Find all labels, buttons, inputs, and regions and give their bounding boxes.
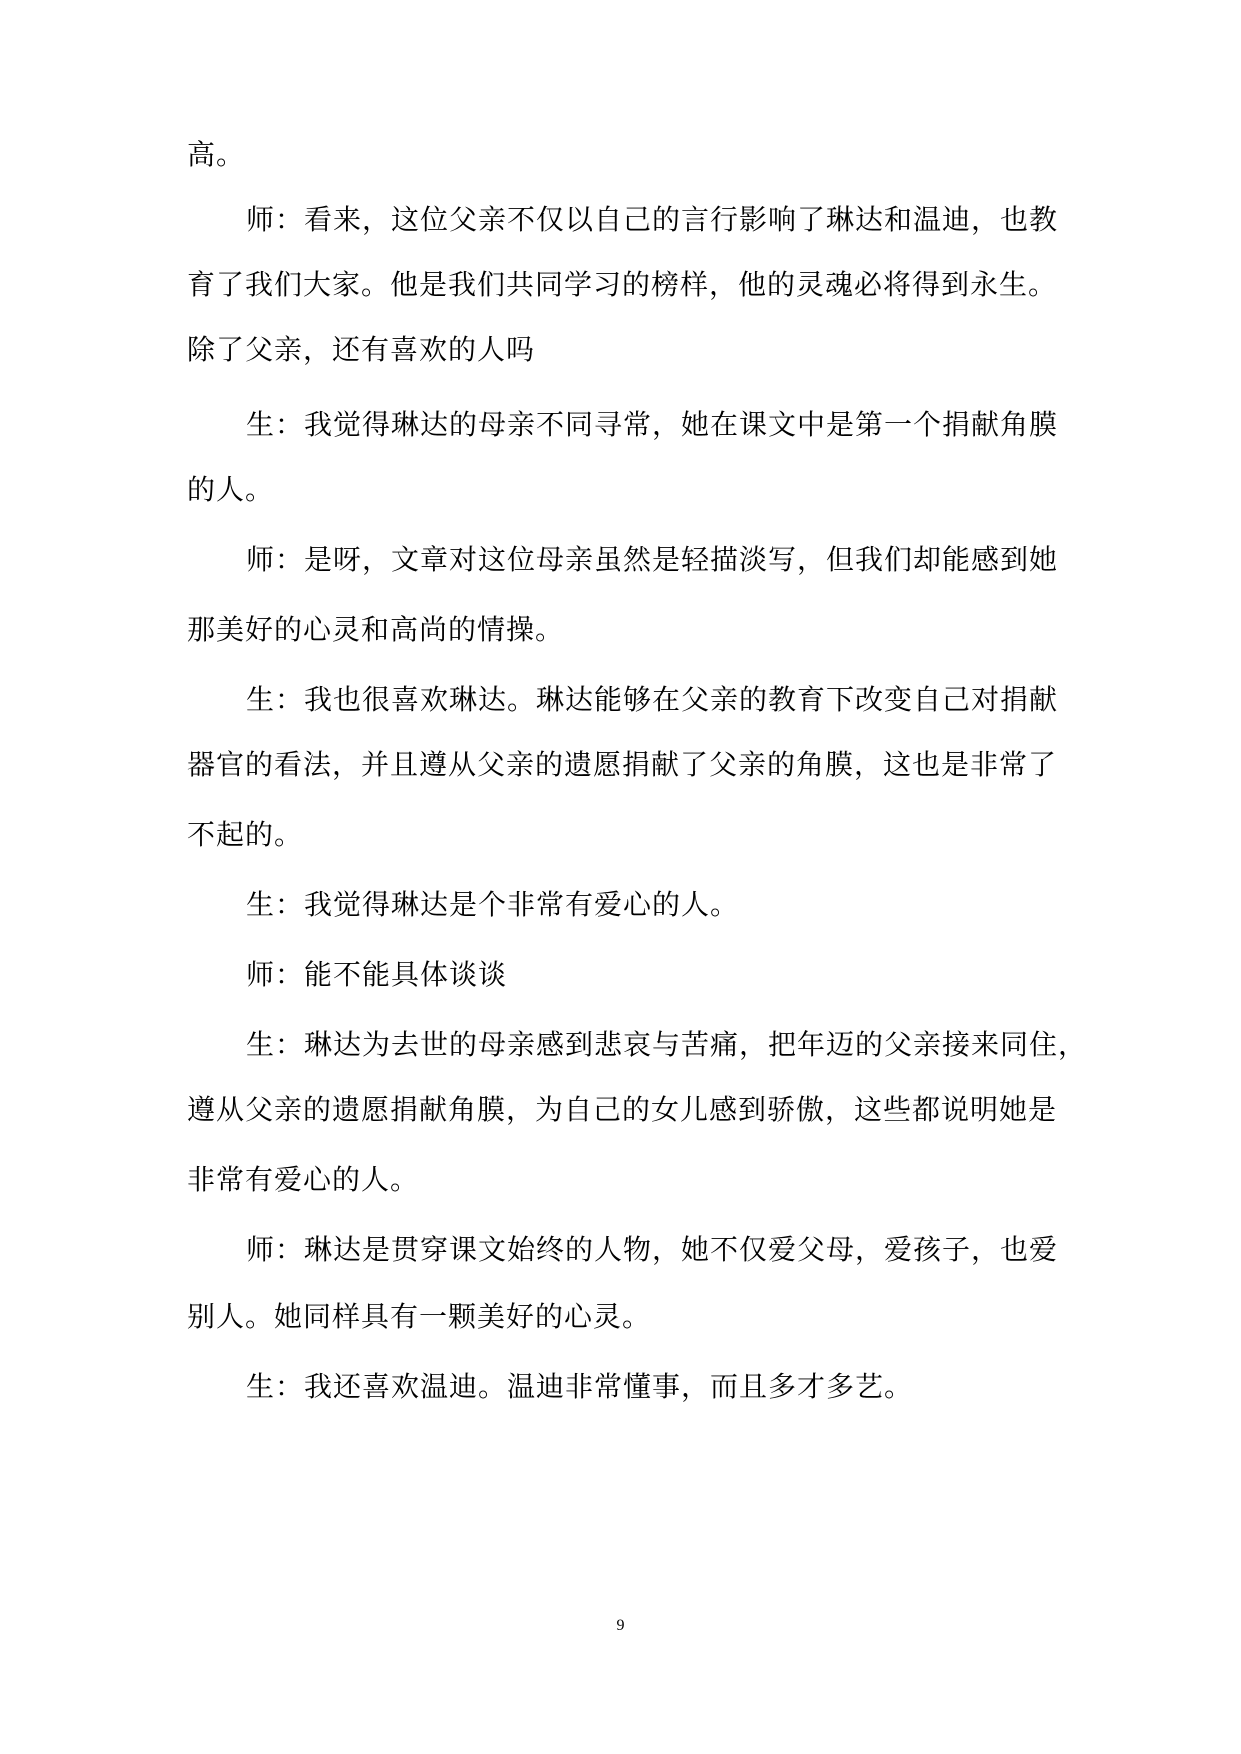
text-line: 别人。她同样具有一颗美好的心灵。 [187,1300,652,1333]
text-line: 的人。 [187,473,275,506]
text-line: 生：琳达为去世的母亲感到悲哀与苦痛，把年迈的父亲接来同住， [246,1028,1088,1061]
text-line: 师：琳达是贯穿课文始终的人物，她不仅爱父母，爱孩子，也爱 [246,1233,1059,1266]
text-line: 育了我们大家。他是我们共同学习的榜样，他的灵魂必将得到永生。 [187,268,1058,301]
text-line: 非常有爱心的人。 [187,1163,420,1196]
text-line: 高。 [187,138,246,171]
text-line: 生：我还喜欢温迪。温迪非常懂事，而且多才多艺。 [246,1370,914,1403]
text-line: 除了父亲，还有喜欢的人吗 [187,333,536,366]
text-line: 师：看来，这位父亲不仅以自己的言行影响了琳达和温迪，也教 [246,203,1059,236]
text-line: 不起的。 [187,818,304,851]
text-line: 师：是呀，文章对这位母亲虽然是轻描淡写，但我们却能感到她 [246,543,1059,576]
text-line: 生：我觉得琳达的母亲不同寻常，她在课文中是第一个捐献角膜 [246,408,1059,441]
page-number: 9 [616,1617,625,1634]
text-line: 器官的看法，并且遵从父亲的遗愿捐献了父亲的角膜，这也是非常了 [187,748,1058,781]
text-line: 师：能不能具体谈谈 [246,958,508,991]
text-line: 生：我也很喜欢琳达。琳达能够在父亲的教育下改变自己对捐献 [246,683,1059,716]
text-line: 生：我觉得琳达是个非常有爱心的人。 [246,888,740,921]
text-line: 那美好的心灵和高尚的情操。 [187,613,565,646]
text-line: 遵从父亲的遗愿捐献角膜，为自己的女儿感到骄傲，这些都说明她是 [187,1093,1058,1126]
